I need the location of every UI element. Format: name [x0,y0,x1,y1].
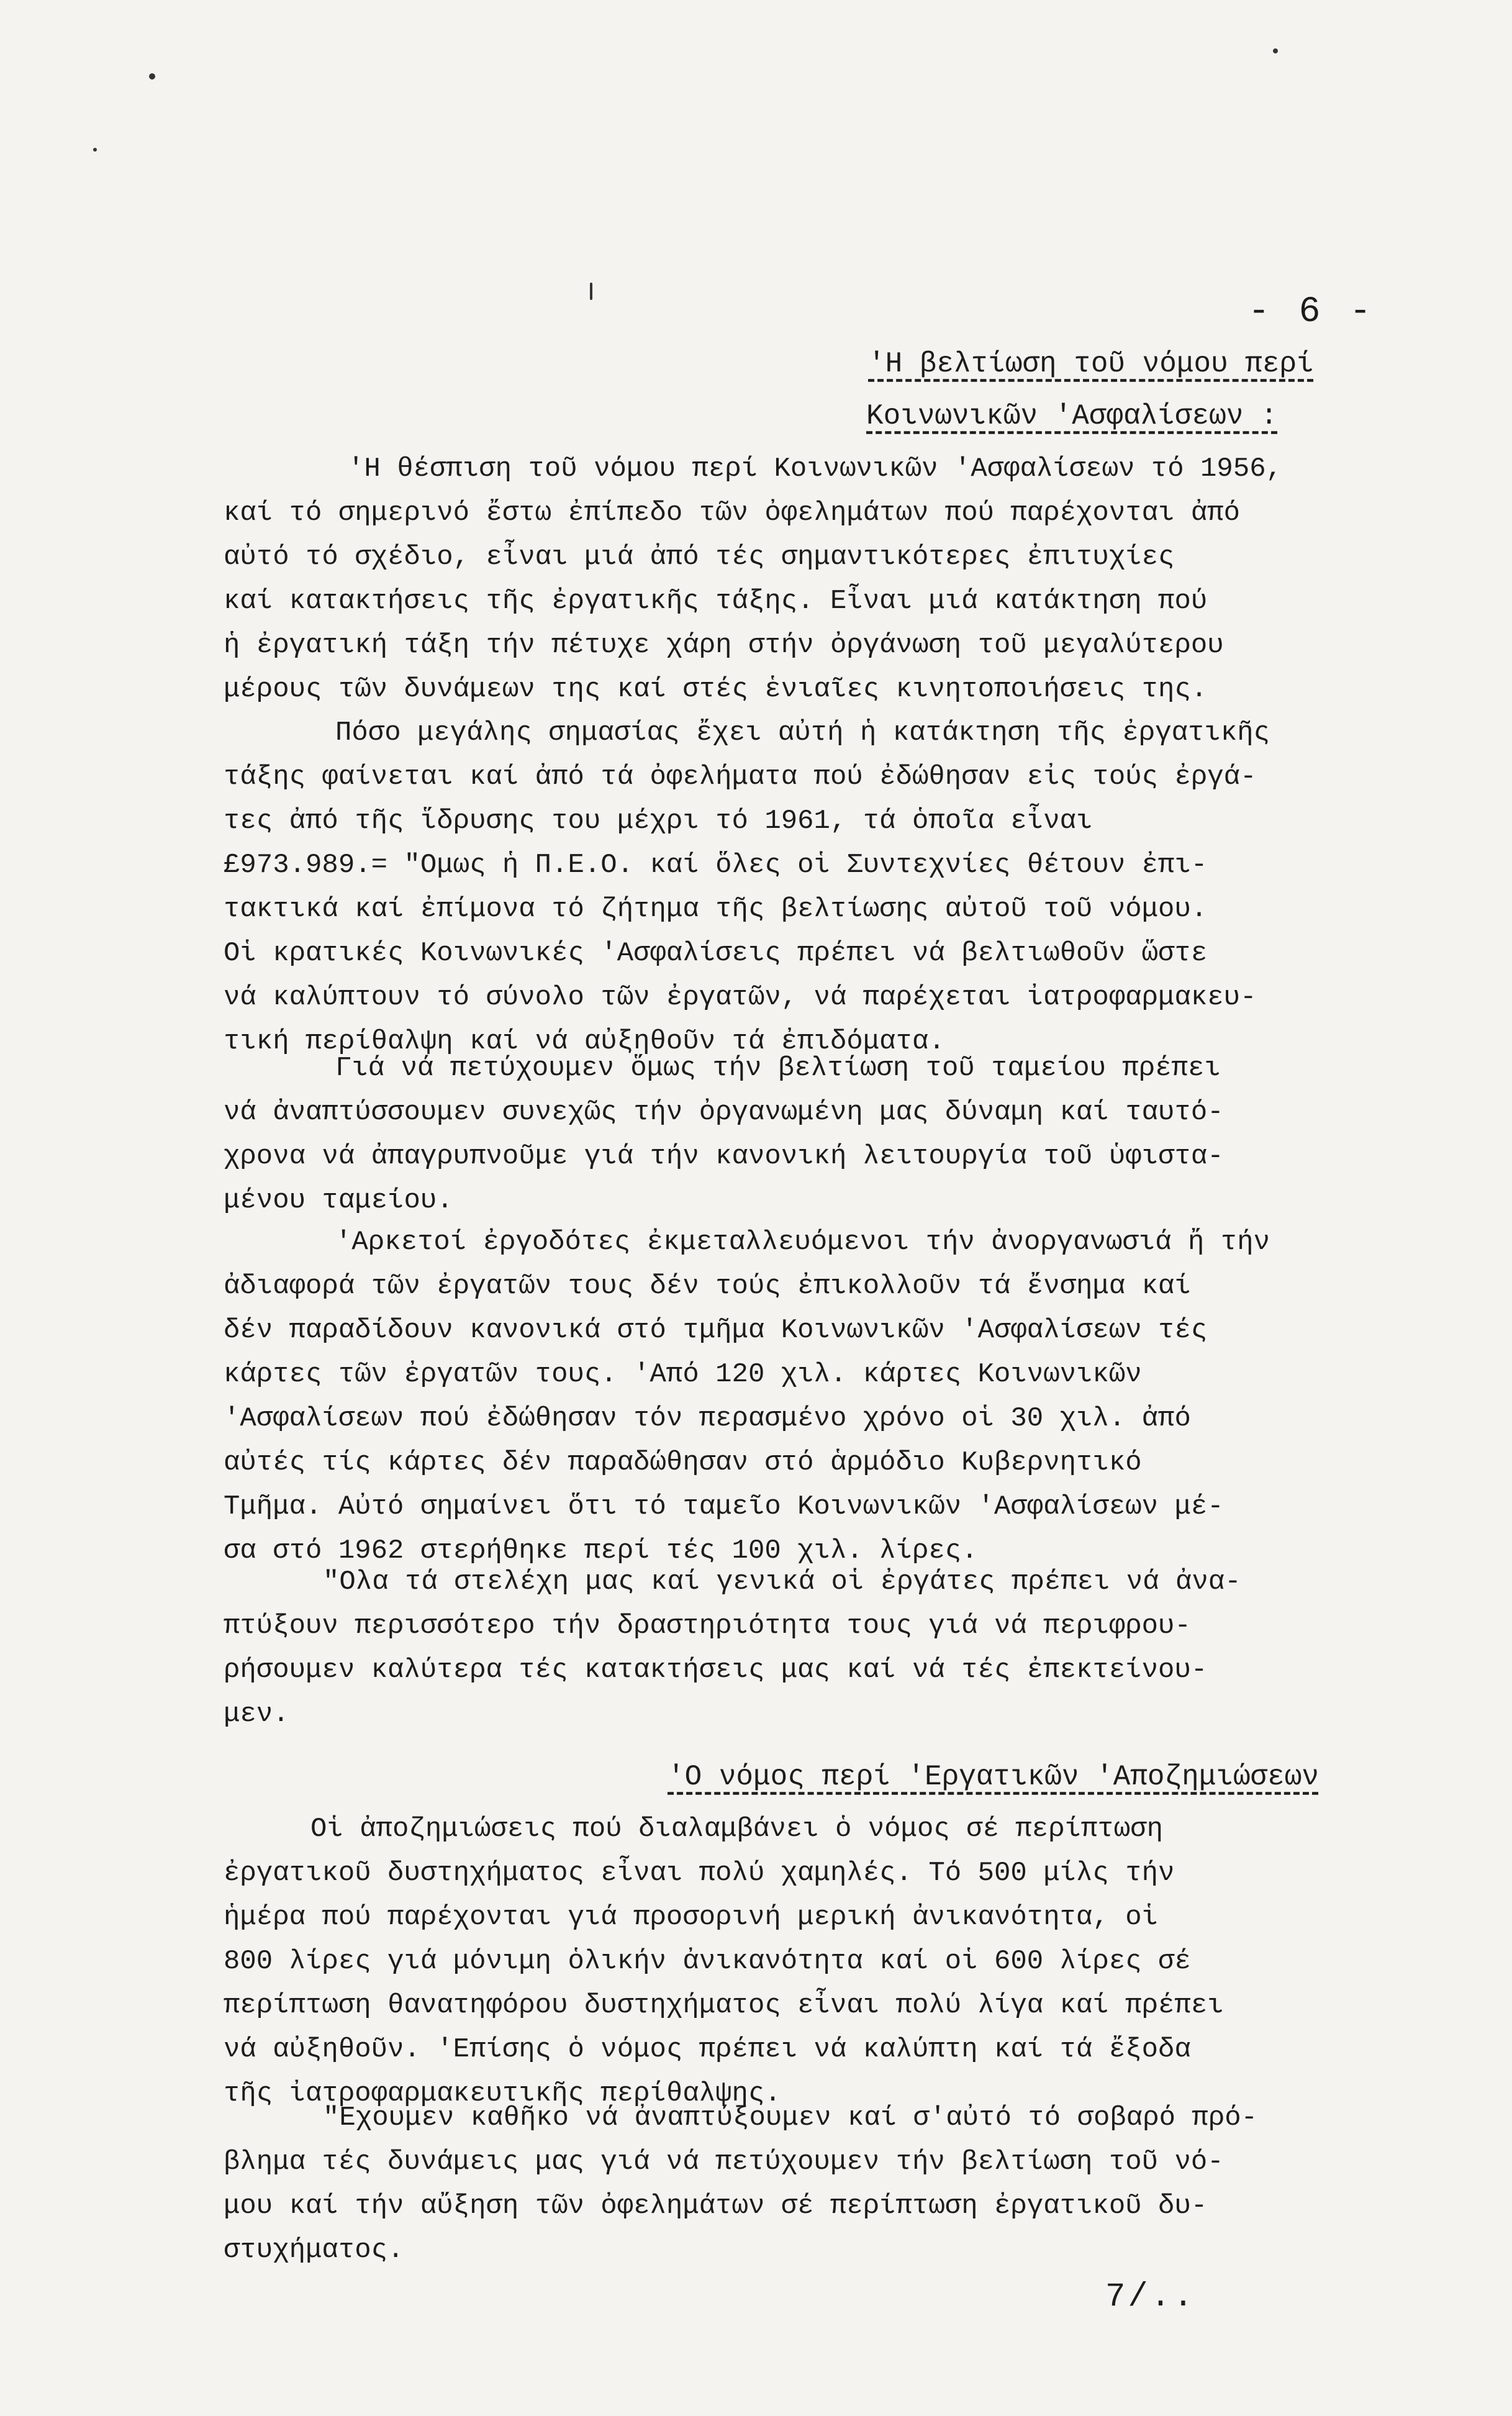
page-number: - 6 - [1248,292,1375,332]
text-line: 'Ασφαλίσεων πού ἐδώθησαν τόν περασμένο χρόνο οἱ 30 χιλ. ἀπό [224,1403,1191,1434]
text-line: 800 λίρες γιά μόνιμη ὁλικήν ἀνικανότητα καί οἱ 600 λίρες σέ [224,1946,1191,1977]
text-line: μένου ταμείου. [224,1185,453,1216]
page-continuation: 7/.. [1105,2278,1196,2316]
text-line: αὐτό τό σχέδιο, εἶναι μιά ἀπό τές σημαντικότερες ἐπιτυχίες [224,542,1175,573]
text-line: Οἱ ἀποζημιώσεις πού διαλαμβάνει ὁ νόμος σέ περίπτωση [310,1814,1164,1845]
text-line: μεν. [224,1699,289,1730]
text-line: στυχήματος. [224,2235,404,2266]
text-line: καί κατακτήσεις τῆς ἐργατικῆς τάξης. Εἶναι μιά κατάκτηση πού [224,586,1208,617]
text-line: ἡμέρα πού παρέχονται γιά προσορινή μερική ἀνικανότητα, οἱ [224,1902,1159,1933]
text-line: μου καί τήν αὔξηση τῶν ὀφελημάτων σέ περίπτωση ἐργατικοῦ δυ- [224,2191,1208,2222]
text-line: τακτικά καί ἐπίμονα τό ζήτημα τῆς βελτίωσης αὐτοῦ τοῦ νόμου. [224,894,1208,925]
section1-title-line2: Κοινωνικῶν 'Ασφαλίσεων : [866,400,1278,432]
scan-speck [1273,48,1278,53]
text-line: σα στό 1962 στερήθηκε περί τές 100 χιλ. λίρες. [224,1535,978,1566]
paragraph [224,1807,1403,2116]
paragraph [224,1047,1403,1223]
scan-speck [93,148,97,152]
section2-title: 'Ο νόμος περί 'Εργατικῶν 'Αποζημιώσεων [668,1761,1319,1793]
text-line: ἐργατικοῦ δυστηχήματος εἶναι πολύ χαμηλές. Τό 500 μίλς τήν [224,1858,1175,1889]
text-line: περίπτωση θανατηφόρου δυστηχήματος εἶναι πολύ λίγα καί πρέπει [224,1990,1224,2021]
text-line: Τμῆμα. Αὐτό σημαίνει ὅτι τό ταμεῖο Κοινωνικῶν 'Ασφαλίσεων μέ- [224,1491,1224,1522]
text-line: ρήσουμεν καλύτερα τές κατακτήσεις μας καί νά τές ἐπεκτείνου- [224,1655,1208,1686]
text-line: κάρτες τῶν ἐργατῶν τους. 'Από 120 χιλ. κάρτες Κοινωνικῶν [224,1359,1142,1390]
text-line: τες ἀπό τῆς ἵδρυσης του μέχρι τό 1961, τά ὁποῖα εἶναι [224,806,1093,837]
paragraph [224,1220,1403,1573]
text-line: νά αὐξηθοῦν. 'Επίσης ὁ νόμος πρέπει νά καλύπτη καί τά ἔξοδα [224,2034,1191,2065]
text-line: τική περίθαλψη καί νά αὐξηθοῦν τά ἐπιδόματα. [224,1026,945,1057]
text-line: Πόσο μεγάλης σημασίας ἔχει αὐτή ἡ κατάκτηση τῆς ἐργατικῆς [335,717,1270,748]
paragraph [224,2096,1403,2273]
text-line: τῆς ἰατροφαρμακευτικῆς περίθαλψης. [224,2078,781,2109]
text-line: Οἱ κρατικές Κοινωνικές 'Ασφαλίσεις πρέπει νά βελτιωθοῦν ὥστε [224,938,1208,969]
text-line: "Ολα τά στελέχη μας καί γενικά οἱ ἐργάτες πρέπει νά ἀνα- [323,1566,1241,1597]
text-line: δέν παραδίδουν κανονικά στό τμῆμα Κοινωνικῶν 'Ασφαλίσεων τές [224,1315,1208,1346]
text-line: μέρους τῶν δυνάμεων της καί στές ἑνιαῖες κινητοποιήσεις της. [224,674,1208,705]
text-line: £973.989.= "Ομως ἡ Π.Ε.Ο. καί ὅλες οἱ Συντεχνίες θέτουν ἐπι- [224,850,1208,881]
text-line: 'Αρκετοί ἐργοδότες ἐκμεταλλευόμενοι τήν ἀνοργανωσιά ἤ τήν [335,1227,1270,1258]
scan-speck [149,73,155,79]
text-line: τάξης φαίνεται καί ἀπό τά ὀφελήματα πού ἐδώθησαν εἰς τούς ἐργά- [224,761,1257,792]
text-line: "Εχουμεν καθῆκο νά ἀναπτύξουμεν καί σ'αὐτό τό σοβαρό πρό- [323,2102,1258,2133]
text-line: νά ἀναπτύσσουμεν συνεχῶς τήν ὀργανωμένη μας δύναμη καί ταυτό- [224,1097,1224,1128]
text-line: αὐτές τίς κάρτες δέν παραδώθησαν στό ἁρμόδιο Κυβερνητικό [224,1447,1142,1478]
text-line: νά καλύπτουν τό σύνολο τῶν ἐργατῶν, νά παρέχεται ἰατροφαρμακευ- [224,982,1257,1013]
text-line: καί τό σημερινό ἔστω ἐπίπεδο τῶν ὀφελημάτων πού παρέχονται ἀπό [224,497,1241,529]
text-line: Γιά νά πετύχουμεν ὅμως τήν βελτίωση τοῦ ταμείου πρέπει [335,1053,1221,1084]
text-line: ἡ ἐργατική τάξη τήν πέτυχε χάρη στήν ὀργάνωση τοῦ μεγαλύτερου [224,630,1224,661]
text-line: πτύξουν περισσότερο τήν δραστηριότητα τους γιά νά περιφρου- [224,1610,1191,1642]
paragraph [224,711,1403,1064]
scan-speck [590,283,592,300]
text-line: χρονα νά ἀπαγρυπνοῦμε γιά τήν κανονική λειτουργία τοῦ ὑφιστα- [224,1141,1224,1172]
paragraph [224,1560,1403,1737]
section1-title-line1: 'Η βελτίωση τοῦ νόμου περί [868,348,1314,380]
paragraph [224,447,1403,712]
text-line: 'Η θέσπιση τοῦ νόμου περί Κοινωνικῶν 'Ασφαλίσεων τό 1956, [348,453,1283,484]
text-line: ἀδιαφορά τῶν ἐργατῶν τους δέν τούς ἐπικολλοῦν τά ἔνσημα καί [224,1271,1191,1302]
text-line: βλημα τές δυνάμεις μας γιά νά πετύχουμεν τήν βελτίωση τοῦ νό- [224,2146,1224,2178]
